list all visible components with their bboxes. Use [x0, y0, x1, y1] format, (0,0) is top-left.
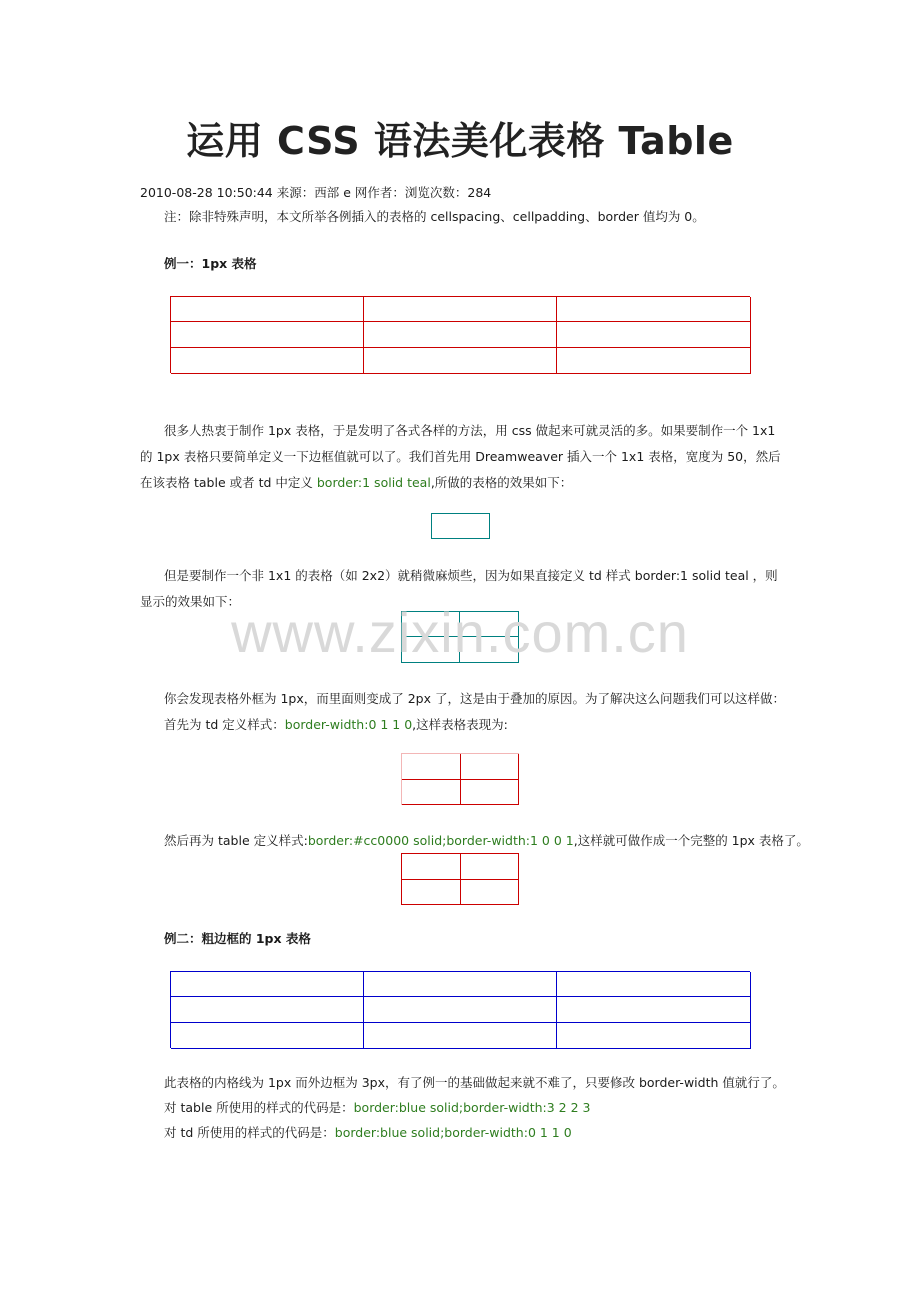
paragraph-7	[164, 1099, 591, 1117]
paragraph-7-text: 对 table 所使用的样式的代码是：	[164, 1100, 354, 1115]
code-snippet: border:#cc0000 solid;border-width:1 0 0 1	[307, 833, 574, 848]
watermark: www.zixin.com.cn	[231, 601, 689, 664]
note: 注：除非特殊声明，本文所举各例插入的表格的 cellspacing、cellpadding、border 值均为 0。	[164, 209, 705, 224]
table-cell	[401, 611, 460, 637]
table-cell	[402, 754, 461, 780]
paragraph-8-text: 对 td 所使用的样式的代码是：	[164, 1125, 335, 1140]
code-snippet: border-width:0 1 1 0	[284, 717, 413, 732]
paragraph-5	[164, 832, 809, 850]
paragraph-5-end: ,这样就可做作成一个完整的 1px 表格了。	[573, 833, 809, 848]
red-2x2-table-a	[401, 753, 519, 805]
paragraph-2: 但是要制作一个非 1x1 的表格（如 2x2）就稍微麻烦些，因为如果直接定义 td 样式 border:1 solid teal ，则显示的效果如下：	[140, 568, 778, 609]
table-cell	[171, 322, 364, 348]
code-snippet: border:blue solid;border-width:3 2 2 3	[353, 1100, 591, 1115]
paragraph-4-text: 首先为 td 定义样式：	[164, 717, 285, 732]
teal-1x1-table	[431, 513, 490, 539]
table-cell	[557, 348, 751, 374]
table-cell	[557, 997, 751, 1023]
table-cell	[364, 297, 557, 322]
table-cell	[364, 322, 557, 348]
table-cell	[364, 348, 557, 374]
table-cell	[461, 780, 520, 806]
table-cell	[461, 854, 520, 880]
paragraph-4-end: ,这样表格表现为:	[412, 717, 508, 732]
table-cell	[171, 972, 364, 997]
paragraph-8	[164, 1124, 572, 1142]
paragraph-3: 你会发现表格外框为 1px，而里面则变成了 2px 了，这是由于叠加的原因。为了解决这么问题我们可以这样做：	[164, 691, 785, 706]
paragraph-6: 此表格的内格线为 1px 而外边框为 3px，有了例一的基础做起来就不难了，只要修改 border-width 值就行了。	[164, 1075, 785, 1090]
table-cell	[402, 780, 461, 806]
paragraph-1-text: 很多人热衷于制作 1px 表格，于是发明了各式各样的方法，用 css 做起来可就灵活的多。如果要制作一个 1x1 的 1px 表格只要简单定义一下边框值就可以了。我们首先用 Dreamweaver 插入一个 1x1 表格，宽度为 50，然后在该表格 table 或者 td 中定义	[140, 423, 781, 490]
table-cell	[364, 972, 557, 997]
table-cell	[461, 880, 520, 906]
table-cell	[171, 297, 364, 322]
table-cell	[171, 1023, 364, 1049]
paragraph-1-end: ,所做的表格的效果如下：	[430, 475, 573, 490]
table-cell	[364, 997, 557, 1023]
code-snippet: border:blue solid;border-width:0 1 1 0	[334, 1125, 572, 1140]
paragraph-1	[140, 418, 782, 496]
teal-2x2-table	[401, 611, 519, 663]
table-cell	[461, 754, 520, 780]
table-cell	[557, 297, 751, 322]
table-cell	[557, 322, 751, 348]
table-cell	[557, 972, 751, 997]
paragraph-5-text: 然后再为 table 定义样式:	[164, 833, 308, 848]
table-cell	[364, 1023, 557, 1049]
paragraph-4	[164, 716, 508, 734]
red-2x2-table-b	[401, 853, 519, 905]
table-cell	[557, 1023, 751, 1049]
article-meta: 2010-08-28 10:50:44 来源：西部 e 网作者：浏览次数：284	[140, 185, 492, 200]
table-cell	[171, 997, 364, 1023]
table-cell	[460, 611, 519, 637]
example2-table	[170, 971, 750, 1048]
table-cell	[171, 348, 364, 374]
code-snippet: border:1 solid teal	[316, 475, 431, 490]
page-title: 运用 CSS 语法美化表格 Table	[186, 119, 734, 163]
example2-heading: 例二：粗边框的 1px 表格	[164, 931, 311, 946]
example1-table	[170, 296, 750, 373]
table-cell	[460, 637, 519, 663]
table-cell	[402, 880, 461, 906]
table-cell	[401, 637, 460, 663]
table-cell	[402, 854, 461, 880]
example1-heading: 例一：1px 表格	[164, 256, 257, 271]
